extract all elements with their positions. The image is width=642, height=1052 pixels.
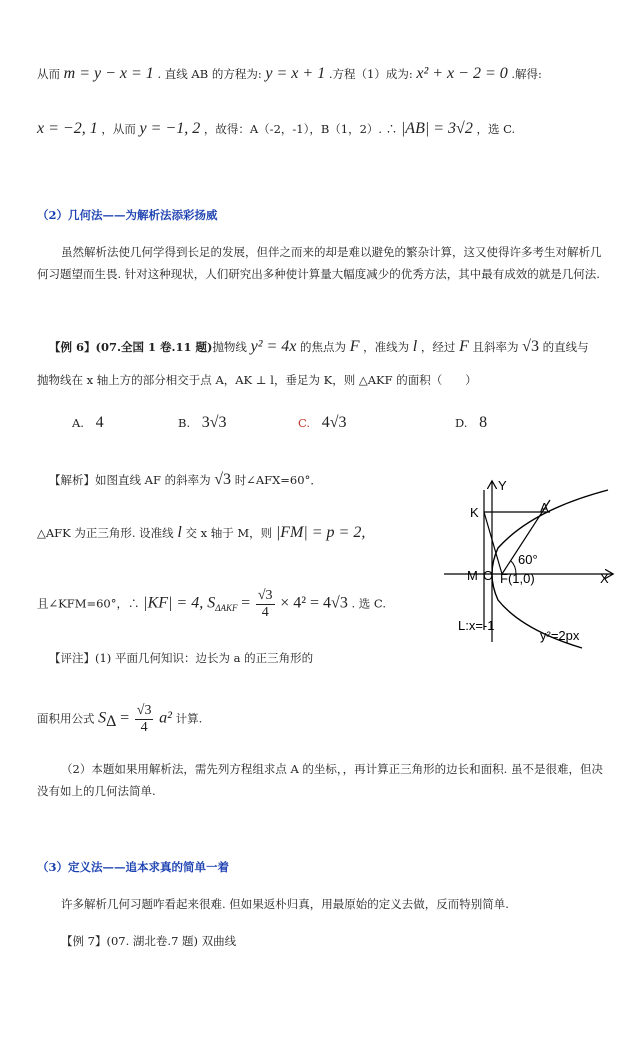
equation: l bbox=[412, 338, 418, 355]
choice-value: 3√3 bbox=[201, 414, 227, 431]
origin-label: O bbox=[483, 568, 494, 583]
text: 【评注】(1) 平面几何知识：边长为 a 的正三角形的 bbox=[49, 651, 314, 665]
equation: a² bbox=[159, 709, 172, 727]
fraction-numerator: √3 bbox=[136, 703, 152, 718]
equation: F bbox=[459, 338, 469, 355]
text: 时∠AFX=60°． bbox=[234, 473, 322, 487]
text: 计算. bbox=[175, 711, 203, 726]
text: 的焦点为 bbox=[300, 340, 347, 354]
equation: F bbox=[349, 338, 360, 355]
text: 抛物线 bbox=[212, 340, 247, 354]
text: 交 x 轴于 M，则 bbox=[185, 526, 273, 540]
directrix-label: L:x=-1 bbox=[458, 618, 495, 633]
equation: |AB| = 3√2 bbox=[400, 120, 473, 137]
text: 双曲线 bbox=[201, 934, 237, 948]
text: 面积用公式 bbox=[37, 711, 95, 726]
equation: × 4² = 4√3 bbox=[280, 594, 348, 612]
subscript: Δ bbox=[106, 712, 117, 730]
curve-label: y²=2px bbox=[540, 628, 580, 643]
example-source: (07. 湖北卷.7 题) bbox=[106, 934, 199, 948]
comment-paragraph-2: （2）本题如果用解析法，需先列方程组求点 A 的坐标，，再计算正三角形的边长和面积. 虽不是很难，但决没有如上的几何法简单. bbox=[37, 762, 603, 798]
equation: x = −2, 1 bbox=[37, 120, 98, 137]
choice-d bbox=[455, 414, 487, 432]
equation: S bbox=[98, 709, 107, 727]
text: 【解析】如图直线 AF 的斜率为 bbox=[49, 473, 211, 487]
equation: = bbox=[241, 594, 251, 612]
point-M-label: M bbox=[467, 568, 478, 583]
choice-letter: B. bbox=[178, 416, 191, 430]
text: ，选 C. bbox=[476, 122, 516, 136]
equation: y² = 4x bbox=[250, 338, 297, 355]
point-K-label: K bbox=[470, 505, 479, 520]
solution-line-1 bbox=[37, 64, 542, 84]
example-7-line bbox=[37, 931, 236, 951]
fraction-numerator: √3 bbox=[257, 588, 273, 603]
example-tag: 【例 6】 bbox=[49, 340, 96, 354]
comment-line-1 bbox=[37, 648, 313, 668]
choice-letter: C. bbox=[298, 416, 311, 430]
choice-c bbox=[298, 414, 346, 432]
equation: y = −1, 2 bbox=[139, 120, 201, 137]
equation: √3 bbox=[214, 471, 232, 488]
x-axis-label: X bbox=[600, 571, 609, 586]
text: ，经过 bbox=[420, 340, 456, 354]
choice-value: 4√3 bbox=[321, 414, 347, 431]
text: 的直线与 bbox=[542, 340, 589, 354]
text: 许多解析几何习题咋看起来很难. 但如果返朴归真，用最原始的定义去做，反而特别简单. bbox=[61, 897, 509, 911]
fraction-denominator: 4 bbox=[140, 720, 148, 735]
section-heading-definition: （3）定义法——追本求真的简单一着 bbox=[37, 860, 229, 874]
text: 从而 bbox=[37, 67, 60, 81]
choice-value: 4 bbox=[95, 414, 104, 431]
text: . 选 C. bbox=[351, 596, 386, 611]
point-A-label: A bbox=[540, 500, 549, 515]
section-paragraph: 虽然解析法使几何学得到长足的发展，但伴之而来的却是难以避免的繁杂计算，这又使得许多考生对解析几何习题望而生畏. 针对这种现状，人们研究出多种使计算量大幅度减少的优秀方法，其中最有成效的就是几何法. bbox=[37, 245, 602, 281]
analysis-line-2 bbox=[37, 523, 365, 543]
section-heading-geometry: （2）几何法——为解析法添彩扬威 bbox=[37, 208, 218, 222]
text: .解得: bbox=[511, 67, 542, 81]
analysis-line-3 bbox=[37, 588, 386, 621]
fraction-denominator: 4 bbox=[261, 605, 269, 620]
equation: l bbox=[177, 524, 182, 541]
choice-a bbox=[72, 414, 104, 432]
equation: |KF| = 4, S bbox=[143, 594, 216, 612]
solution-line-2 bbox=[37, 119, 515, 139]
fraction bbox=[256, 588, 275, 621]
text: . 直线 AB 的方程为: bbox=[157, 67, 262, 81]
subscript: ΔAKF bbox=[215, 602, 238, 613]
equation: = bbox=[120, 709, 130, 727]
angle-label: 60° bbox=[518, 552, 538, 567]
choice-letter: D. bbox=[455, 416, 468, 430]
text: ，从而 bbox=[101, 122, 136, 136]
example-6-line-2: 抛物线在 x 轴上方的部分相交于点 A，AK ⊥ l，垂足为 K，则 △AKF 的面积（ ） bbox=[37, 373, 477, 387]
equation: m = y − x = 1 bbox=[63, 65, 154, 82]
fraction bbox=[135, 703, 154, 736]
parabola-figure bbox=[436, 470, 622, 650]
section-paragraph bbox=[37, 894, 509, 914]
choice-letter: A. bbox=[72, 416, 84, 430]
focus-label: F(1,0) bbox=[500, 571, 535, 586]
text: ，准线为 bbox=[363, 340, 410, 354]
equation: √3 bbox=[522, 338, 539, 355]
text: 且∠KFM=60°，∴ bbox=[37, 596, 140, 611]
y-axis-label: Y bbox=[498, 478, 507, 493]
comment-line-2 bbox=[37, 703, 202, 736]
parabola-curve bbox=[492, 490, 608, 648]
example-source: (07.全国 1 卷.11 题) bbox=[95, 340, 213, 354]
equation: x² + x − 2 = 0 bbox=[416, 65, 508, 82]
analysis-line-1 bbox=[37, 470, 322, 490]
equation: y = x + 1 bbox=[265, 65, 326, 82]
text: 且斜率为 bbox=[472, 340, 519, 354]
text: △AFK 为正三角形. 设准线 bbox=[37, 526, 174, 540]
text: .方程（1）成为: bbox=[328, 67, 413, 81]
choice-value: 8 bbox=[479, 414, 488, 431]
text: ，故得：A（-2，-1），B（1，2）. ∴ bbox=[203, 122, 398, 136]
choice-b bbox=[178, 414, 227, 432]
example-tag: 【例 7】 bbox=[61, 934, 107, 948]
example-6-line-1 bbox=[37, 337, 589, 357]
equation: |FM| = p = 2, bbox=[275, 524, 366, 541]
